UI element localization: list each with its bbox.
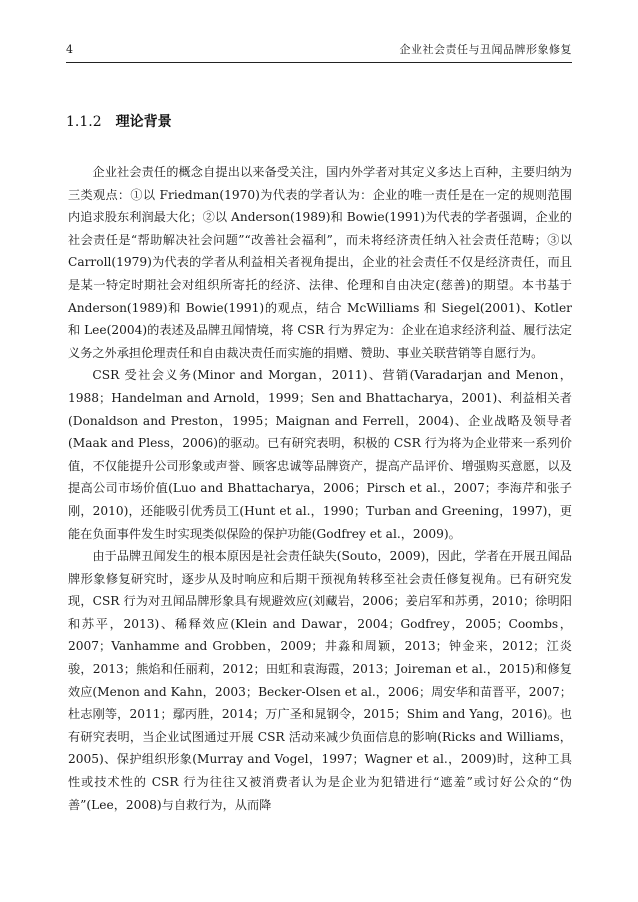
paragraph-csr-definition: 企业社会责任的概念自提出以来备受关注，国内外学者对其定义多达上百种，主要归纳为三类观点：①以 Friedman(1970)为代表的学者认为：企业的唯一责任是在一定的规则范围内追求股东利润最大化；②以 Anderson(1989)和 Bowie(1991)为代表的学者强调，企业的社会责任是“帮助解决社会问题”“改善社会福利”，而未将经济责任纳入社会责任范畴；③以 Carroll(1979)为代表的学者从利益相关者视角提出，企业的社会责任不仅是经济责任，而且是某一特定时期社会对组织所寄托的经济、法律、伦理和自由决定(慈善)的期望。本书基于Anderson(1989)和 Bowie(1991)的观点，结合 McWilliams 和 Siegel(2001)、Kotler 和 Lee(2004)的表述及品牌丑闻情境，将 CSR 行为界定为：企业在追求经济利益、履行法定义务之外承担伦理责任和自由裁决责任而实施的捐赠、赞助、事业关联营销等自愿行为。	[68, 165, 573, 360]
running-title: 企业社会责任与丑闻品牌形象修复	[399, 43, 572, 56]
page-header	[66, 40, 572, 63]
section-heading	[66, 112, 172, 132]
page-number: 4	[66, 43, 73, 56]
paragraph-scandal-repair: 由于品牌丑闻发生的根本原因是社会责任缺失(Souto，2009)，因此，学者在开展丑闻品牌形象修复研究时，逐步从及时响应和后期干预视角转移至社会责任修复视角。已有研究发现，CSR 行为对丑闻品牌形象具有规避效应(刘藏岩，2006；姜启军和苏勇，2010；徐明阳和苏平，2013)、稀释效应(Klein and Dawar，2004；Godfrey，2005；Coombs，2007；Vanhamme and Grobben，2009；井淼和周颖，2013；钟金来，2012；江炎骏，2013；熊焰和任丽莉，2012；田虹和袁海霞，2013；Joireman et al.，2015)和修复效应(Menon and Kahn，2003；Becker-Olsen et al.，2006；周安华和苗晋平，2007；杜志刚等，2011；鄢丙胜，2014；万广圣和晁钢令，2015；Shim and Yang，2016)。也有研究表明，当企业试图通过开展 CSR 活动来减少负面信息的影响(Ricks and Williams，2005)、保护组织形象(Murray and Vogel，1997；Wagner et al.，2009)时，这种工具性或技术性的 CSR 行为往往又被消费者认为是企业为犯错进行“遮羞”或讨好公众的“伪善”(Lee，2008)与自救行为，从而降	[68, 549, 572, 812]
section-number: 1.1.2	[66, 114, 102, 130]
paragraph-csr-drivers: CSR 受社会义务(Minor and Morgan，2011)、营销(Varadarjan and Menon，1988；Handelman and Arnold，1999；Sen and Bhattacharya，2001)、利益相关者(Donaldson and Preston，1995；Maignan and Ferrell，2004)、企业战略及领导者(Maak and Pless，2006)的驱动。已有研究表明，积极的 CSR 行为将为企业带来一系列价值，不仅能提升公司形象或声誉、顾客忠诚等品牌资产，提高产品评价、增强购买意愿，以及提高公司市场价值(Luo and Bhattacharya，2006；Pirsch et al.，2007；李海芹和张子刚，2010)，还能吸引优秀员工(Hunt et al.，1990；Turban and Greening，1997)，更能在负面事件发生时实现类似保险的保护功能(Godfrey et al.，2009)。	[68, 368, 572, 541]
section-title-text: 理论背景	[115, 114, 172, 130]
body-text	[68, 161, 572, 816]
